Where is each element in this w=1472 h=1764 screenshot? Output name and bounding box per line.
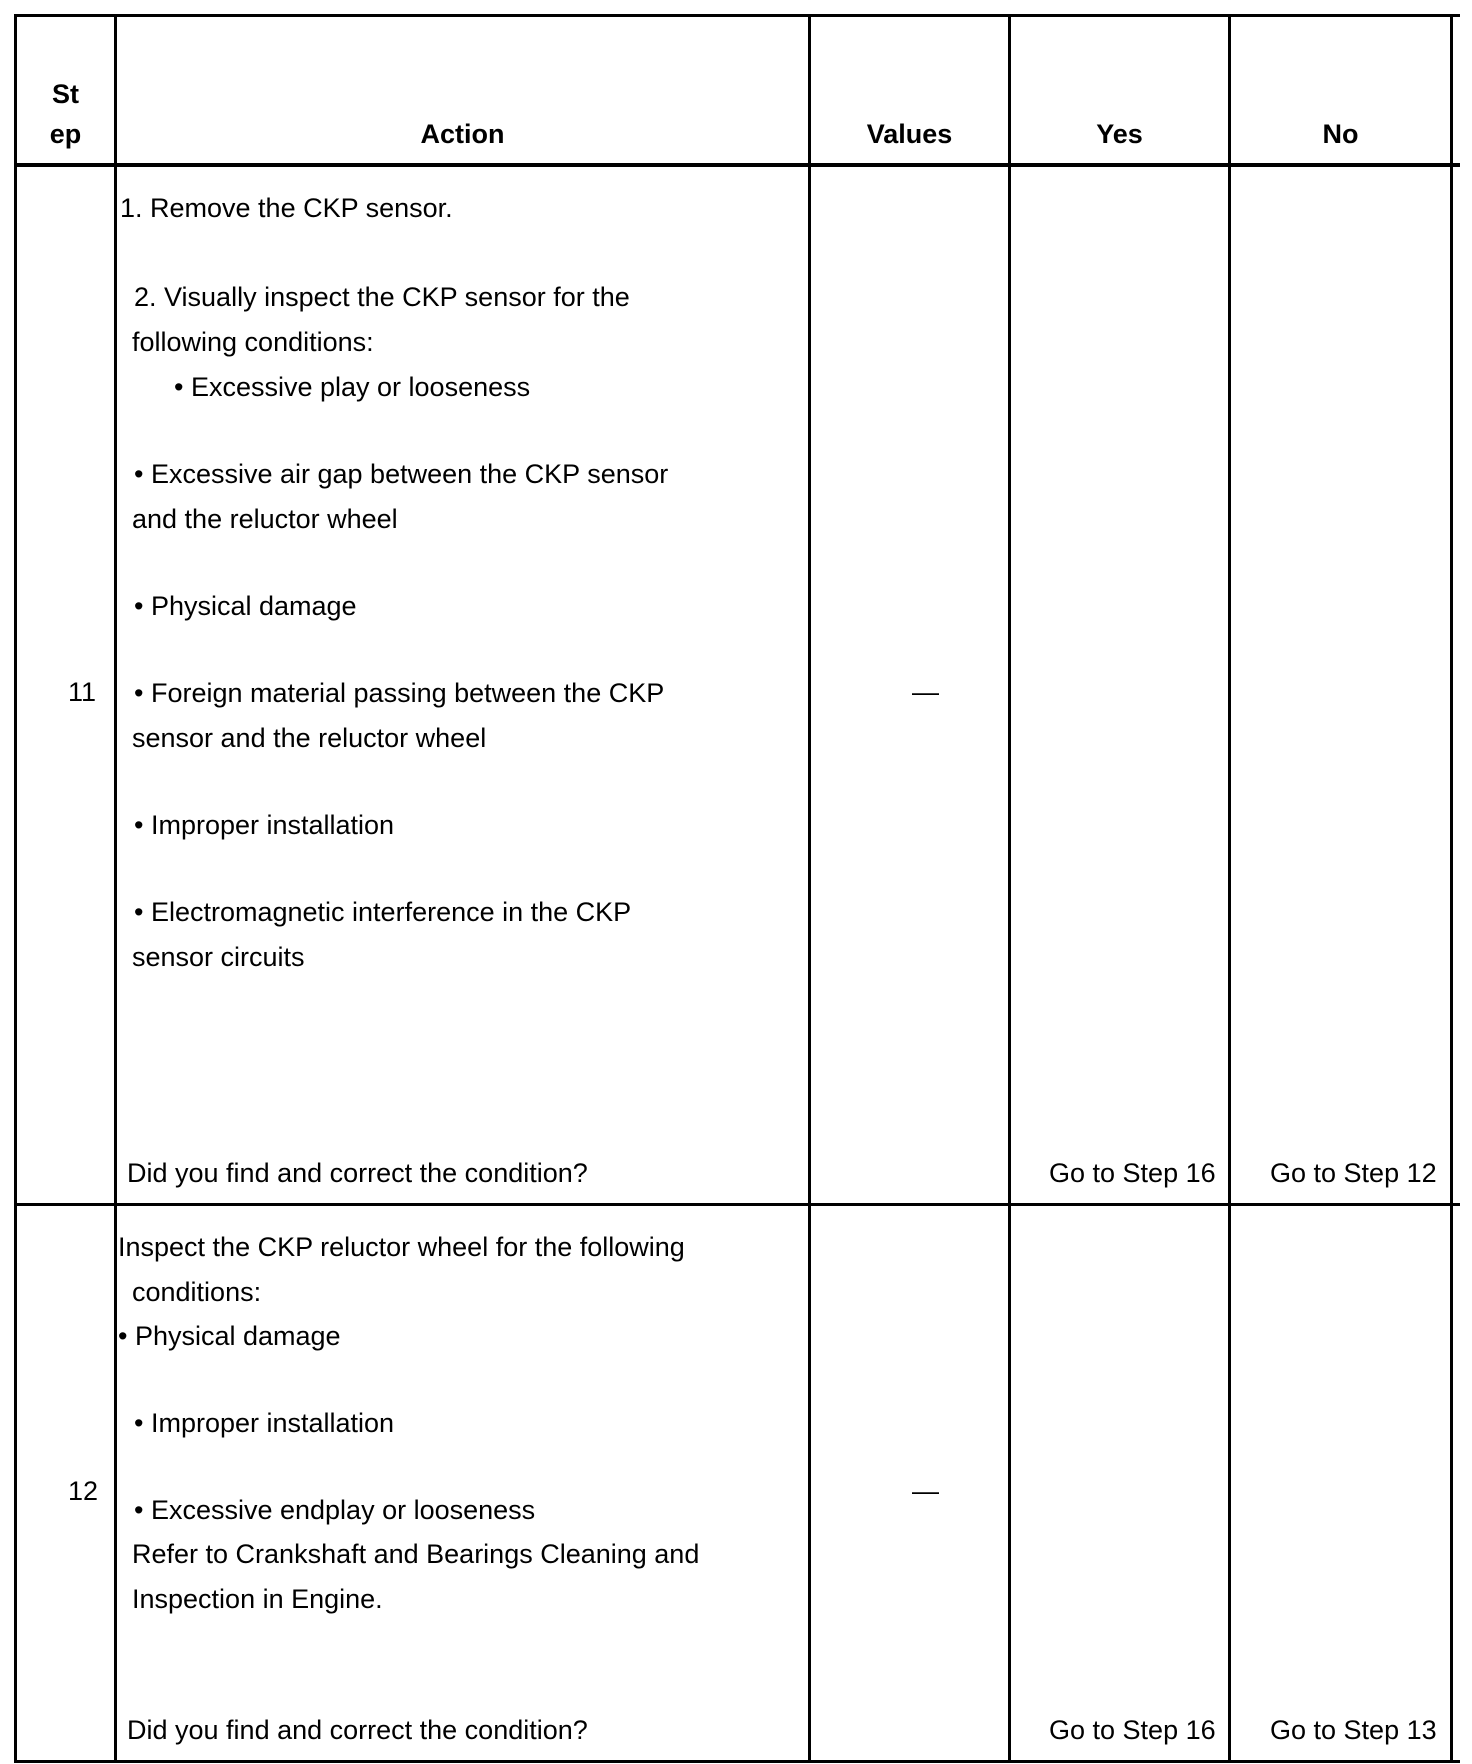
rule-top: [14, 14, 1460, 17]
header-action: Action: [420, 119, 505, 149]
value-cell: —: [912, 1476, 939, 1506]
action-line: • Excessive air gap between the CKP sensor: [134, 459, 669, 489]
no-result: Go to Step 12: [1270, 1158, 1437, 1188]
diagnostic-table: [14, 14, 1460, 1764]
no-result: Go to Step 13: [1270, 1715, 1437, 1745]
action-question: Did you find and correct the condition?: [127, 1158, 588, 1188]
header-values: Values: [866, 119, 953, 149]
rule-right: [1450, 14, 1453, 1763]
header-no: No: [1322, 119, 1359, 149]
rule-step-action: [114, 14, 117, 1763]
rule-header: [14, 163, 1460, 167]
action-line: • Physical damage: [118, 1321, 341, 1351]
step-number: 12: [68, 1476, 99, 1506]
action-line: Inspect the CKP reluctor wheel for the following: [118, 1232, 685, 1262]
value-cell: —: [912, 677, 939, 707]
yes-result: Go to Step 16: [1049, 1715, 1216, 1745]
rule-bottom: [14, 1760, 1460, 1763]
rule-values-yes: [1008, 14, 1011, 1763]
action-line: • Electromagnetic interference in the CKP: [134, 897, 632, 927]
action-line: following conditions:: [132, 327, 374, 357]
rule-action-values: [808, 14, 811, 1763]
action-line: sensor circuits: [132, 942, 305, 972]
step-number: 11: [68, 677, 97, 707]
header-step-2: ep: [49, 119, 82, 149]
header-step-1: St: [52, 79, 79, 109]
action-line: 1. Remove the CKP sensor.: [120, 193, 453, 223]
rule-yes-no: [1228, 14, 1231, 1763]
rule-left: [14, 14, 17, 1763]
action-line: • Excessive play or looseness: [174, 372, 531, 402]
header-yes: Yes: [1096, 119, 1143, 149]
action-line: 2. Visually inspect the CKP sensor for the: [134, 282, 630, 312]
action-line: Inspection in Engine.: [132, 1584, 383, 1614]
rule-row-11: [14, 1203, 1460, 1206]
action-line: sensor and the reluctor wheel: [132, 723, 487, 753]
action-line: • Improper installation: [134, 810, 395, 840]
action-line: • Excessive endplay or looseness: [134, 1495, 536, 1525]
action-line: • Physical damage: [134, 591, 357, 621]
action-line: Refer to Crankshaft and Bearings Cleaning and: [132, 1539, 700, 1569]
action-line: and the reluctor wheel: [132, 504, 398, 534]
action-question: Did you find and correct the condition?: [127, 1715, 588, 1745]
action-line: conditions:: [132, 1277, 262, 1307]
action-line: • Foreign material passing between the CKP: [134, 678, 665, 708]
yes-result: Go to Step 16: [1049, 1158, 1216, 1188]
action-line: • Improper installation: [134, 1408, 395, 1438]
